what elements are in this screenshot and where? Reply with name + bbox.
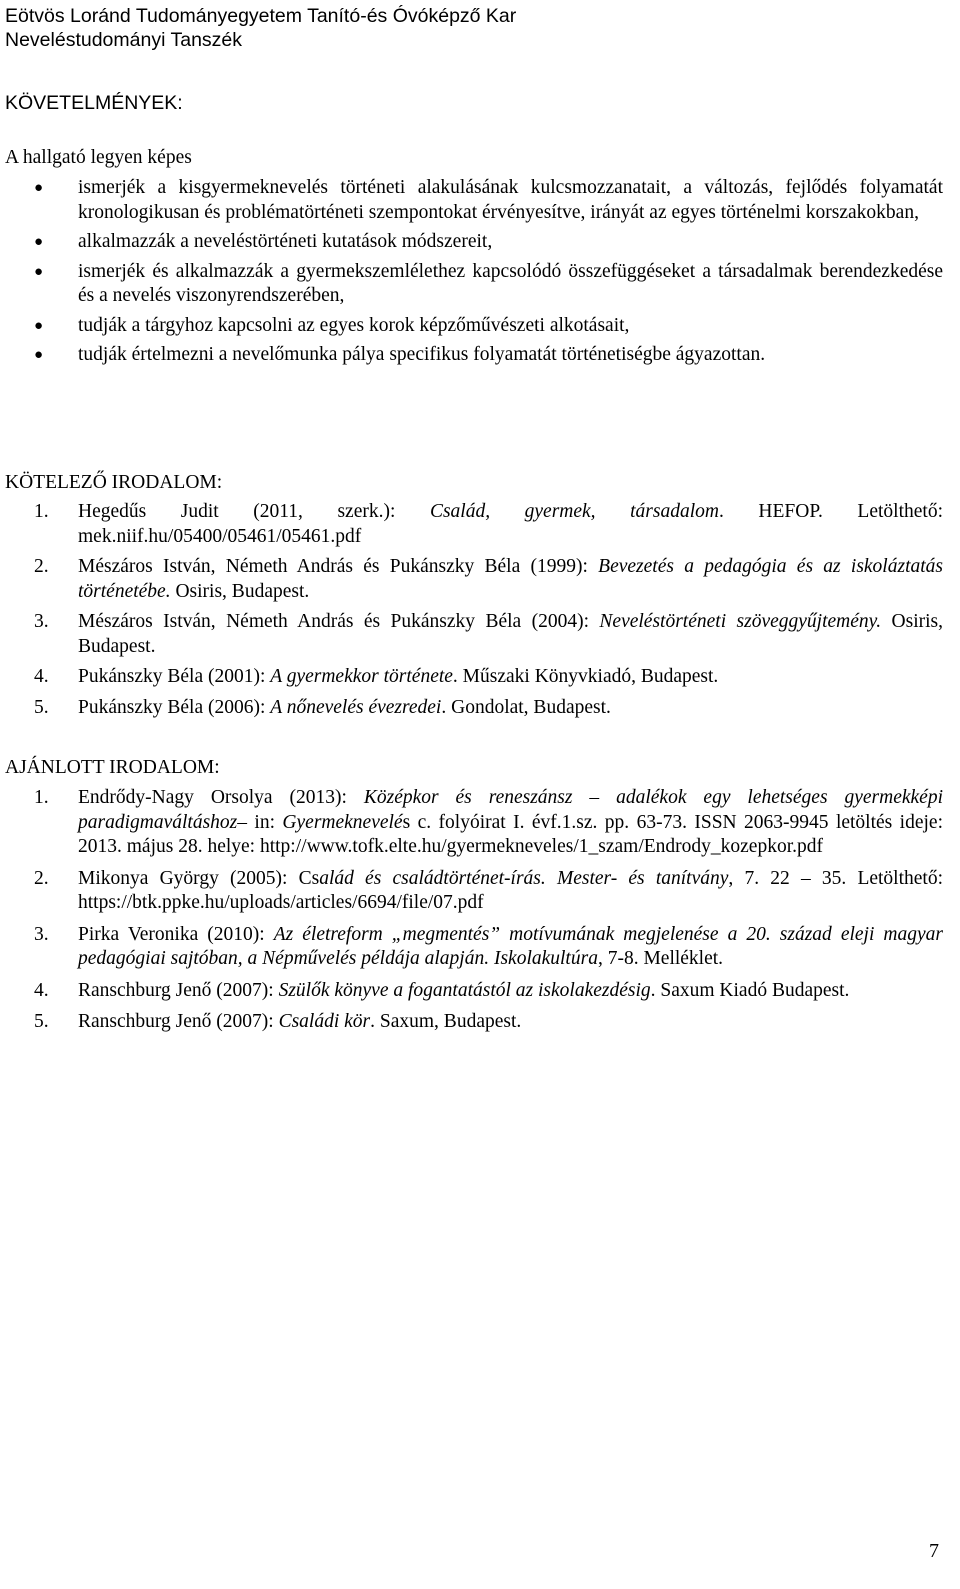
list-item: 5. Pukánszky Béla (2006): A nőnevelés évezredei. Gondolat, Budapest. — [34, 696, 611, 718]
list-item: ● alkalmazzák a neveléstörténeti kutatások módszereit, — [78, 230, 943, 255]
requirements-intro: A hallgató legyen képes — [5, 147, 192, 168]
list-item: 4. Ranschburg Jenő (2007): Szülők könyve a fogantatástól az iskolakezdésig. Saxum Kiadó Budapest. — [34, 979, 850, 1001]
mandatory-heading: KÖTELEZŐ IRODALOM: — [5, 472, 223, 493]
list-item: 3. Mészáros István, Németh András és Pukánszky Béla (2004): Neveléstörténeti szöveggyűjtemény. Osiris, Budapest. — [34, 611, 944, 657]
bullet-icon: ● — [34, 263, 44, 280]
list-item: ● tudják értelmezni a nevelőmunka pálya specifikus folyamatát történetiségbe ágyazottan. — [78, 343, 943, 368]
list-item: ● tudják a tárgyhoz kapcsolni az egyes korok képzőművészeti alkotásait, — [78, 314, 943, 339]
list-item: 5. Ranschburg Jenő (2007): Családi kör. Saxum, Budapest. — [34, 1011, 522, 1032]
institution-name: Eötvös Loránd Tudományegyetem Tanító-és Óvóképző Kar — [5, 5, 517, 27]
department-name: Neveléstudományi Tanszék — [5, 29, 243, 51]
bullet-icon: ● — [34, 234, 44, 250]
bullet-icon: ● — [34, 317, 44, 334]
list-item: ● ismerjék és alkalmazzák a gyermekszemlélethez kapcsolódó összefüggéseket a társadalmak berendezkedése és a nevelés viszonyrendszerében, — [34, 260, 943, 306]
bullet-icon: ● — [34, 180, 44, 196]
requirements-list — [34, 176, 943, 368]
list-item: 2. Mészáros István, Németh András és Pukánszky Béla (1999): Bevezetés a pedagógia és az iskoláztatás történetébe. Osiris, Budapest. — [34, 556, 943, 602]
list-item: 2. Mikonya György (2005): Család és családtörténet-írás. Mester- és tanítvány, 7. 22 – 35. Letölthető: https://btk.ppke.hu/uploads/articles/6694/file/07.pdf — [34, 867, 944, 913]
list-item: 4. Pukánszky Béla (2001): A gyermekkor története. Műszaki Könyvkiadó, Budapest. — [34, 666, 719, 687]
bullet-icon: ● — [34, 347, 44, 363]
page-number: 7 — [929, 1540, 939, 1562]
list-item: 1. Endrődy-Nagy Orsolya (2013): Középkor és reneszánsz – adalékok egy lehetséges gyermekképi paradigmaváltáshoz– in: Gyermeknevelés c. folyóirat I. évf.1.sz. pp. 63-73. ISSN 2063-9945 letöltés ideje: 2013. május 28. helye: http://www.tofk.elte.hu/gyermekneveles/1_szam/Endrody_kozepkor.pdf — [34, 787, 943, 857]
list-item: ● ismerjék a kisgyermeknevelés történeti alakulásának kulcsmozzanatait, a változás, fejlődés folyamatát kronologikusan és problématörténeti szempontokat érvényesítve, irányát az egyes történelmi korszakokban, — [34, 177, 943, 223]
recommended-list — [34, 786, 944, 1035]
list-item: 3. Pirka Veronika (2010): Az életreform „megmentés” motívumának megjelenése a 20. század eleji magyar pedagógiai sajtóban, a Népművelés példája alapján. Iskolakultúra, 7-8. Melléklet. — [34, 923, 943, 969]
requirements-heading: KÖVETELMÉNYEK: — [5, 92, 183, 114]
recommended-heading: AJÁNLOTT IRODALOM: — [5, 757, 220, 778]
list-item: 1. Hegedűs Judit (2011, szerk.): Család, gyermek, társadalom. HEFOP. Letölthető: mek.niif.hu/05400/05461/05461.pdf — [34, 501, 943, 547]
mandatory-list — [34, 500, 944, 720]
institution-header — [5, 4, 943, 52]
